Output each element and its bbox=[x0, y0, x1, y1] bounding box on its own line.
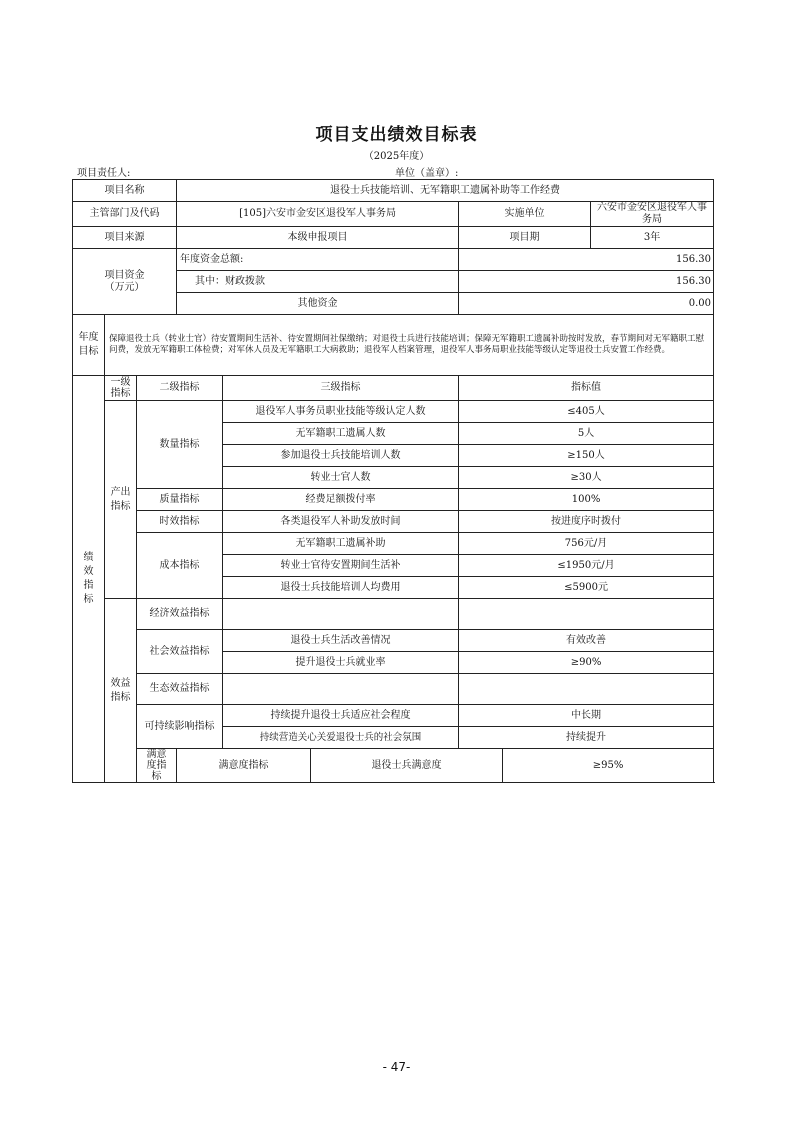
indicator-name: 持续营造关心关爱退役士兵的社会氛围 bbox=[223, 727, 459, 749]
row-project-name bbox=[73, 180, 714, 202]
indicator-name: 转业士官人数 bbox=[223, 467, 459, 489]
annual-goal-text: 保障退役士兵（转业士官）待安置期间生活补、待安置期间社保缴纳；对退役士兵进行技能培训；保障无军籍职工遗属补助按时发放，春节期间对无军籍职工慰问费，发放无军籍职工体检费；对军休人员及无军籍职工大病救助；退役军人档案管理，退役军人事务局职业技能等级认定等退役士兵安置工作经费。 bbox=[105, 315, 714, 376]
row-annual-goal bbox=[73, 315, 714, 376]
row-perf-header bbox=[73, 376, 714, 401]
project-name-label: 项目名称 bbox=[73, 180, 177, 202]
indicator-value: ≤1950元/月 bbox=[459, 555, 714, 577]
quantity-label: 数量指标 bbox=[137, 401, 223, 489]
indicator-value: ≥90% bbox=[459, 652, 714, 674]
fund-total-label: 年度资金总额: bbox=[177, 249, 459, 271]
indicator-name: 退役士兵技能培训人均费用 bbox=[223, 577, 459, 599]
period-value: 3年 bbox=[591, 227, 714, 249]
indicator-name: 退役士兵生活改善情况 bbox=[223, 630, 459, 652]
indicator-value bbox=[459, 674, 714, 705]
table-row bbox=[73, 533, 714, 555]
table-row bbox=[73, 489, 714, 511]
row-dept bbox=[73, 202, 714, 227]
indicator-name bbox=[223, 599, 459, 630]
sat-label: 满意度指标 bbox=[177, 749, 311, 783]
indicator-name: 经费足额拨付率 bbox=[223, 489, 459, 511]
indicator-name: 退役士兵满意度 bbox=[311, 749, 503, 783]
table-row bbox=[73, 511, 714, 533]
row-fund-total bbox=[73, 249, 714, 271]
table-row bbox=[73, 630, 714, 652]
table-row bbox=[73, 749, 714, 783]
indicator-name: 转业士官待安置期间生活补 bbox=[223, 555, 459, 577]
indicator-value: 100% bbox=[459, 489, 714, 511]
output-label: 产出指标 bbox=[105, 401, 137, 599]
indicator-value: 持续提升 bbox=[459, 727, 714, 749]
period-label: 项目期 bbox=[459, 227, 591, 249]
dept-label: 主管部门及代码 bbox=[73, 202, 177, 227]
indicator-value: ≤5900元 bbox=[459, 577, 714, 599]
indicator-name: 持续提升退役士兵适应社会程度 bbox=[223, 705, 459, 727]
table-row bbox=[73, 599, 714, 630]
econ-label: 经济效益指标 bbox=[137, 599, 223, 630]
eco-label: 生态效益指标 bbox=[137, 674, 223, 705]
header-value: 指标值 bbox=[459, 376, 714, 401]
indicator-name: 提升退役士兵就业率 bbox=[223, 652, 459, 674]
indicator-value: ≥30人 bbox=[459, 467, 714, 489]
fund-fiscal-value: 156.30 bbox=[459, 271, 714, 293]
sat-l1-label: 满意度指标 bbox=[137, 749, 177, 783]
impl-value: 六安市金安区退役军人事务局 bbox=[591, 202, 714, 227]
header-l2: 二级指标 bbox=[137, 376, 223, 401]
indicator-name bbox=[223, 674, 459, 705]
cost-label: 成本指标 bbox=[137, 533, 223, 599]
indicator-value: 756元/月 bbox=[459, 533, 714, 555]
indicator-value: 中长期 bbox=[459, 705, 714, 727]
fund-other-value: 0.00 bbox=[459, 293, 714, 315]
header-l1: 一级指标 bbox=[105, 376, 137, 401]
indicator-value: ≥95% bbox=[503, 749, 714, 783]
dept-value: [105]六安市金安区退役军人事务局 bbox=[177, 202, 459, 227]
time-label: 时效指标 bbox=[137, 511, 223, 533]
header-l3: 三级指标 bbox=[223, 376, 459, 401]
benefit-label: 效益指标 bbox=[105, 599, 137, 783]
source-value: 本级申报项目 bbox=[177, 227, 459, 249]
indicator-name: 无军籍职工遗属人数 bbox=[223, 423, 459, 445]
social-label: 社会效益指标 bbox=[137, 630, 223, 674]
indicator-value: ≤405人 bbox=[459, 401, 714, 423]
perf-label: 绩效指标 bbox=[73, 376, 105, 783]
indicator-name: 各类退役军人补助发放时间 bbox=[223, 511, 459, 533]
source-label: 项目来源 bbox=[73, 227, 177, 249]
impl-label: 实施单位 bbox=[459, 202, 591, 227]
unit-seal-label: 单位（盖章）: bbox=[395, 168, 459, 179]
project-name: 退役士兵技能培训、无军籍职工遗属补助等工作经费 bbox=[177, 180, 714, 202]
indicator-value: 有效改善 bbox=[459, 630, 714, 652]
funds-label: 项目资金 （万元） bbox=[73, 249, 177, 315]
indicator-name: 无军籍职工遗属补助 bbox=[223, 533, 459, 555]
indicator-value: 按进度序时拨付 bbox=[459, 511, 714, 533]
table-row bbox=[73, 401, 714, 423]
table-row bbox=[73, 674, 714, 705]
quality-label: 质量指标 bbox=[137, 489, 223, 511]
row-source bbox=[73, 227, 714, 249]
indicator-name: 退役军人事务员职业技能等级认定人数 bbox=[223, 401, 459, 423]
page-number: - 47- bbox=[382, 1060, 411, 1074]
fiscal-year: （2025年度） bbox=[363, 151, 430, 162]
responsible-label: 项目责任人: bbox=[77, 168, 131, 179]
fund-fiscal-label: 其中：财政拨款 bbox=[177, 271, 459, 293]
indicator-value: 5人 bbox=[459, 423, 714, 445]
sustain-label: 可持续影响指标 bbox=[137, 705, 223, 749]
fund-total-value: 156.30 bbox=[459, 249, 714, 271]
indicator-value: ≥150人 bbox=[459, 445, 714, 467]
page-title: 项目支出绩效目标表 bbox=[315, 125, 478, 145]
indicator-name: 参加退役士兵技能培训人数 bbox=[223, 445, 459, 467]
indicator-value bbox=[459, 599, 714, 630]
fund-other-label: 其他资金 bbox=[177, 293, 459, 315]
performance-target-table bbox=[72, 179, 714, 783]
annual-goal-label: 年度目标 bbox=[73, 315, 105, 376]
table-row bbox=[73, 705, 714, 727]
